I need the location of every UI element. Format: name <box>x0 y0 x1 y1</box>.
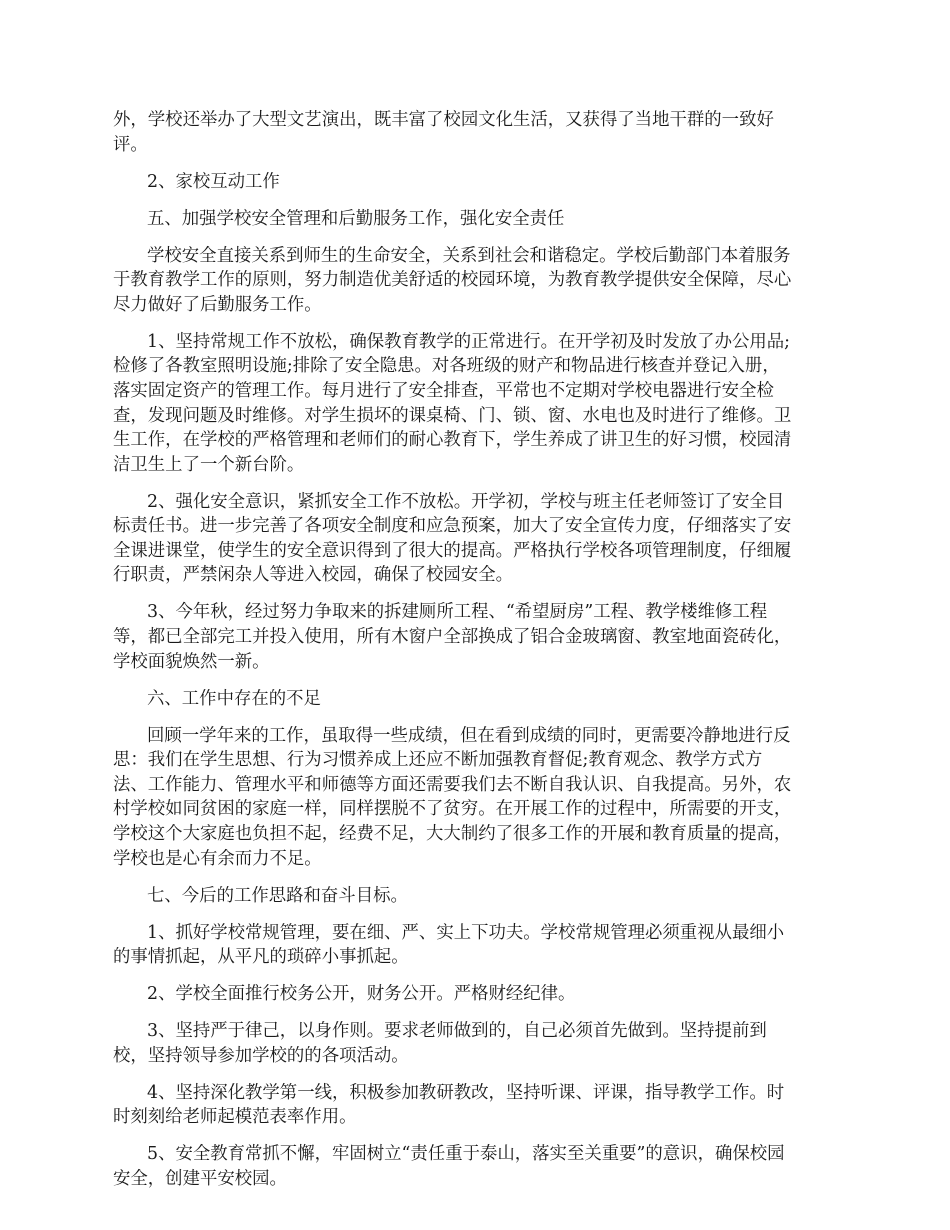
paragraph-safety-awareness: 2、强化安全意识，紧抓安全工作不放松。开学初，学校与班主任老师签订了安全目 标责任书。进一步完善了各项安全制度和应急预案，加大了安全宣传力度，仔细落实了安 全课进课堂，使学生的安全意识得到了很大的提高。严格执行学校各项管理制度，仔细履 行职责，严禁闲杂人等进入校园，确保了校园安全。 <box>113 491 792 586</box>
subheading-home-school-interaction: 2、家校互动工作 <box>147 171 280 192</box>
list-item-goal-5: 5、安全教育常抓不懈，牢固树立“责任重于泰山，落实至关重要”的意识，确保校园 安全，创建平安校园。 <box>113 1144 785 1189</box>
list-item-goal-1: 1、抓好学校常规管理，要在细、严、实上下功夫。学校常规管理必须重视从最细小 的事情抓起，从平凡的琐碎小事抓起。 <box>113 922 785 968</box>
paragraph-safety-intro: 学校安全直接关系到师生的生命安全，关系到社会和谐稳定。学校后勤部门本着服务 于教育教学工作的原则，努力制造优美舒适的校园环境，为教育教学提供安全保障，尽心 尽力做好了后勤服务工作。 <box>113 245 792 315</box>
paragraph-continuation: 外，学校还举办了大型文艺演出，既丰富了校园文化生活，又获得了当地干群的一致好 评。 <box>113 110 774 155</box>
list-item-goal-2: 2、学校全面推行校务公开，财务公开。严格财经纪律。 <box>147 984 576 1005</box>
document-body <box>113 108 837 1204</box>
paragraph-shortcomings: 回顾一学年来的工作，虽取得一些成绩，但在看到成绩的同时，更需要冷静地进行反 思：我们在学生思想、行为习惯养成上还应不断加强教育督促;教育观念、教学方式方 法、工作能力、管理水平和师德等方面还需要我们去不断自我认识、自我提高。另外，农 村学校如同贫困的家庭一样，同样摆脱不了贫穷。在开展工作的过程中，所需要的开支， 学校这个大家庭也负担不起，经费不足，大大制约了很多工作的开展和教育质量的提高， 学校也是心有余而力不足。 <box>113 725 792 869</box>
paragraph-construction-projects: 3、今年秋，经过努力争取来的拆建厕所工程、“希望厨房”工程、教学楼维修工程 等，都已全部完工并投入使用，所有木窗户全部换成了铝合金玻璃窗、教室地面瓷砖化， 学校面貌焕然一新。 <box>113 602 792 672</box>
paragraph-routine-work: 1、坚持常规工作不放松，确保教育教学的正常进行。在开学初及时发放了办公用品; 检修了各教室照明设施;排除了安全隐患。对各班级的财产和物品进行核查并登记入册， 落实固定资产的管理工作。每月进行了安全排查，平常也不定期对学校电器进行安全检 查，发现问题及时维修。对学生损坏的课桌椅、门、锁、窗、水电也及时进行了维修。卫 生工作，在学校的严格管理和老师们的耐心教育下，学生养成了讲卫生的好习惯，校园清 洁卫生上了一个新台阶。 <box>113 331 792 475</box>
section-heading-safety-management: 五、加强学校安全管理和后勤服务工作，强化安全责任 <box>147 208 565 229</box>
list-item-goal-4: 4、坚持深化教学第一线，积极参加教研教改，坚持听课、评课，指导教学工作。时 时刻刻给老师起模范表率作用。 <box>113 1082 785 1128</box>
list-item-goal-3: 3、坚持严于律己，以身作则。要求老师做到的，自己必须首先做到。坚持提前到 校，坚持领导参加学校的的各项活动。 <box>113 1021 767 1066</box>
section-heading-future-goals: 七、今后的工作思路和奋斗目标。 <box>147 885 408 906</box>
section-heading-shortcomings: 六、工作中存在的不足 <box>147 688 321 709</box>
